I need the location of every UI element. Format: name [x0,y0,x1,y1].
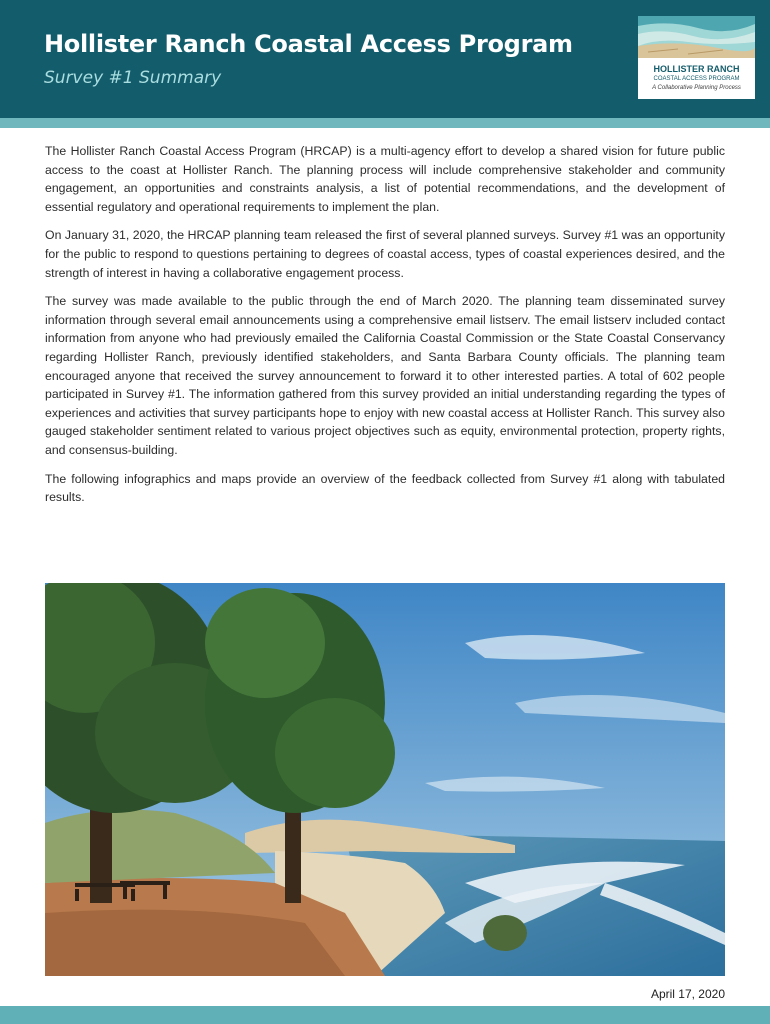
logo-tagline: A Collaborative Planning Process [652,85,741,91]
closing-paragraph: The following infographics and maps provide an overview of the feedback collected from Survey #1 along with tabulated results. [45,471,725,505]
program-logo [638,16,755,99]
document-subtitle: Survey #1 Summary [44,68,222,88]
survey-release-paragraph: On January 31, 2020, the HRCAP planning team released the first of several planned surveys. Survey #1 was an opportunity for the public to respond to questions pertaining to degrees of coastal access, types of coastal experiences desired, and the strength of interest in having a collaborative engagement process. [45,228,725,280]
intro-paragraph: The Hollister Ranch Coastal Access Program (HRCAP) is a multi-agency effort to develop a shared vision for future public access to the coast at Hollister Ranch. The planning process will include comprehensive stakeholder and community engagement, an opportunities and constraints analysis, a list of potential recommendations, and the development of essential regulatory and operational requirements to implement the plan. [45,144,725,214]
coastline-photo [45,583,725,976]
header-banner [0,0,770,118]
logo-subtitle: COASTAL ACCESS PROGRAM [653,76,740,82]
coastline-logo-icon [638,16,755,58]
publication-date: April 17, 2020 [650,987,725,1001]
footer-bar [0,1006,770,1024]
logo-name: HOLLISTER RANCH [653,64,740,74]
body-text [45,142,725,517]
header-accent-stripe [0,118,770,128]
survey-details-paragraph: The survey was made available to the public through the end of March 2020. The planning team disseminated survey information through several email announcements using a comprehensive email listserv. The email listserv included contact information from anyone who had previously emailed the California Coastal Commission or the State Coastal Conservancy regarding Hollister Ranch, previously identified stakeholders, and Santa Barbara County officials. The planning team encouraged anyone that received the survey announcement to forward it to other interested parties. A total of 602 people participated in Survey #1. The information gathered from this survey provided an initial understanding regarding the types of experiences and activities that survey participants hope to enjoy with new coastal access at Hollister Ranch. This survey also gauged stakeholder sentiment related to various project objectives such as equity, environmental protection, property rights, and consensus-building. [45,294,725,457]
document-title: Hollister Ranch Coastal Access Program [44,30,573,58]
